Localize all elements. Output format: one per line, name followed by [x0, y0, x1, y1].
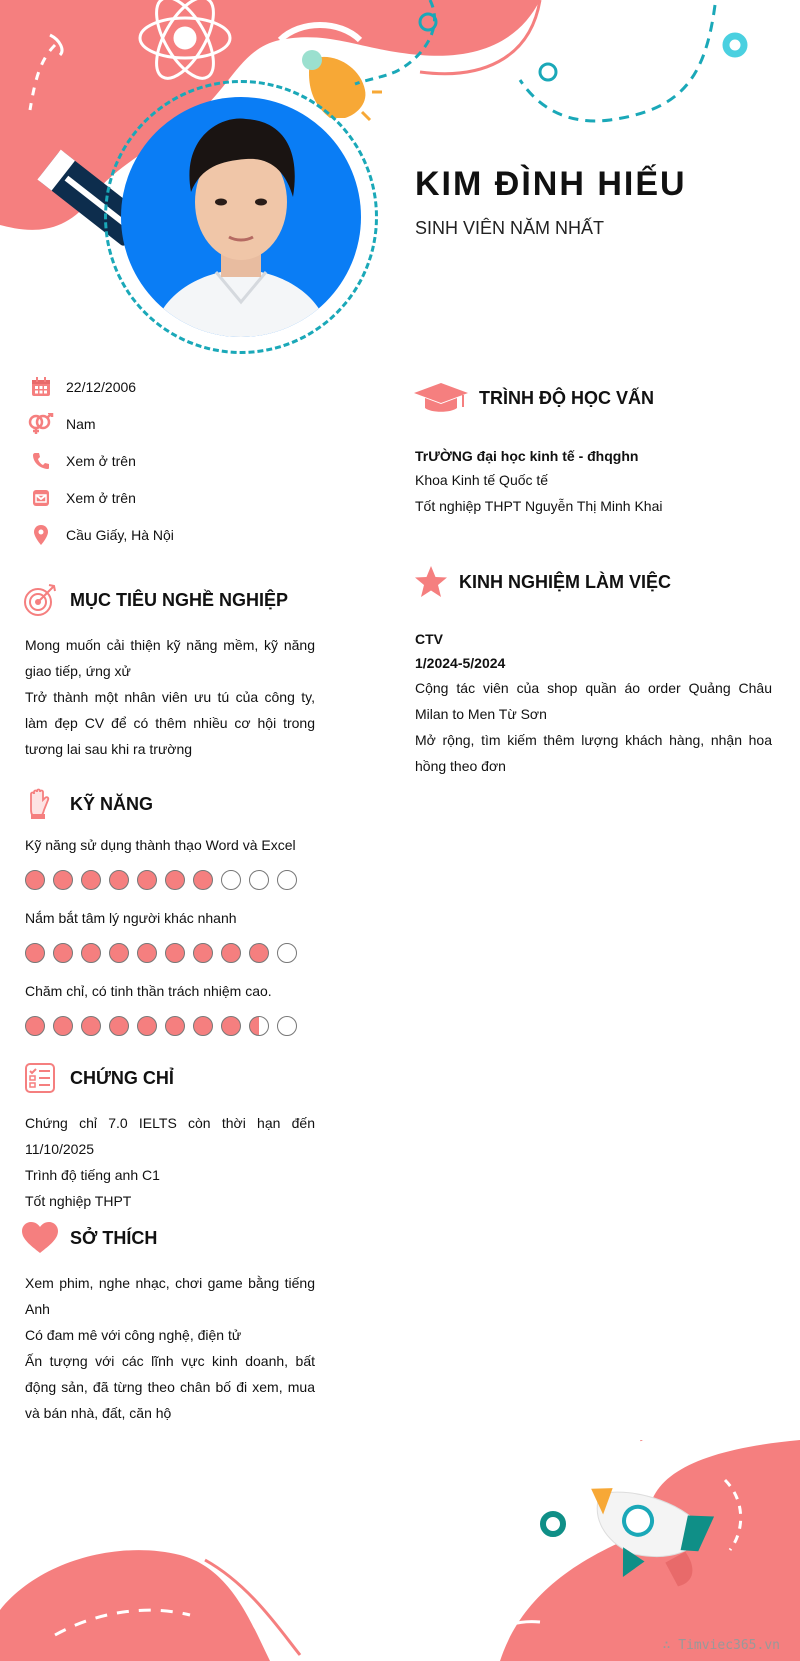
rating-dot — [81, 1016, 101, 1036]
star-icon — [413, 562, 449, 602]
section-title: MỤC TIÊU NGHỀ NGHIỆP — [70, 589, 289, 610]
gender-icon — [28, 411, 54, 437]
contact-phone — [28, 446, 136, 476]
target-icon — [20, 580, 60, 620]
phone-icon — [28, 448, 54, 474]
hand-icon — [20, 784, 60, 824]
rating-dot — [53, 1016, 73, 1036]
rating-dot — [109, 1016, 129, 1036]
objective-text — [25, 632, 315, 762]
contact-email — [28, 483, 136, 513]
rating-dot — [221, 1016, 241, 1036]
contact-text: 22/12/2006 — [66, 379, 137, 395]
certificate-line: Chứng chỉ 7.0 IELTS còn thời hạn đến 11/10/2025 — [25, 1115, 315, 1157]
rating-dot — [25, 943, 45, 963]
contact-text: Xem ở trên — [66, 453, 136, 469]
education-highschool: Tốt nghiệp THPT Nguyễn Thị Minh Khai — [415, 498, 663, 514]
rating-dot — [53, 870, 73, 890]
rating-dot — [193, 943, 213, 963]
heart-icon — [20, 1218, 60, 1258]
certificate-line: Tốt nghiệp THPT — [25, 1193, 132, 1209]
profile-photo — [121, 97, 361, 337]
contact-text: Cầu Giấy, Hà Nội — [66, 527, 174, 543]
skill-rating — [25, 1016, 305, 1036]
section-title: CHỨNG CHỈ — [70, 1067, 174, 1088]
experience-line: Mở rộng, tìm kiếm thêm lượng khách hàng, nhận hoa hồng theo đơn — [415, 732, 772, 774]
rating-dot — [165, 943, 185, 963]
rating-dot — [81, 870, 101, 890]
hobby-line: Xem phim, nghe nhạc, chơi game bằng tiếng Anh — [25, 1275, 315, 1317]
rating-dot — [81, 943, 101, 963]
hobby-line: Có đam mê với công nghệ, điện tử — [25, 1327, 242, 1343]
rating-dot — [193, 870, 213, 890]
skills-header — [20, 784, 153, 824]
location-pin-icon — [28, 522, 54, 548]
section-title: SỞ THÍCH — [70, 1227, 158, 1248]
watermark: ∴ Timviec365.vn — [662, 1638, 780, 1653]
objective-header — [20, 580, 288, 620]
calendar-icon — [28, 374, 54, 400]
rating-dot — [25, 1016, 45, 1036]
bottom-decoration — [0, 1440, 800, 1661]
rating-dot — [109, 870, 129, 890]
experience-period: 1/2024-5/2024 — [415, 655, 506, 671]
experience-position: CTV — [415, 631, 443, 647]
section-title: KINH NGHIỆM LÀM VIỆC — [459, 571, 672, 592]
experience-header — [413, 562, 671, 602]
candidate-role: SINH VIÊN NĂM NHẤT — [415, 218, 605, 238]
contact-birthdate — [28, 372, 136, 402]
skill-label: Nắm bắt tâm lý người khác nhanh — [25, 910, 237, 926]
experience-text — [415, 675, 772, 779]
avatar-frame — [104, 80, 378, 354]
skill-label: Chăm chỉ, có tinh thần trách nhiệm cao. — [25, 983, 272, 999]
rating-dot — [249, 870, 269, 890]
hobbies-header — [20, 1218, 157, 1258]
rating-dot — [25, 870, 45, 890]
rating-dot — [193, 1016, 213, 1036]
certificates-header — [20, 1058, 174, 1098]
skill-label: Kỹ năng sử dụng thành thạo Word và Excel — [25, 837, 296, 853]
rating-dot — [221, 943, 241, 963]
objective-line: Trở thành một nhân viên ưu tú của công ty, làm đẹp CV để có thêm nhiều cơ hội trong tương lai sau khi ra trường — [25, 689, 315, 757]
section-title: TRÌNH ĐỘ HỌC VẤN — [479, 387, 654, 408]
avatar — [121, 97, 361, 337]
section-title: KỸ NĂNG — [70, 793, 154, 814]
education-header — [413, 378, 654, 418]
rating-dot — [221, 870, 241, 890]
mail-icon — [28, 485, 54, 511]
hobbies-text — [25, 1270, 315, 1426]
rating-dot — [137, 870, 157, 890]
education-faculty: Khoa Kinh tế Quốc tế — [415, 472, 549, 488]
rating-dot — [109, 943, 129, 963]
rating-dot — [277, 870, 297, 890]
contact-text: Nam — [66, 416, 96, 432]
certificate-line: Trình độ tiếng anh C1 — [25, 1167, 160, 1183]
candidate-name: KIM ĐÌNH HIẾU — [415, 165, 687, 203]
checklist-icon — [20, 1058, 60, 1098]
skill-rating — [25, 943, 305, 963]
education-school: TrƯỜNG đại học kinh tế - đhqghn — [415, 448, 639, 464]
rating-dot — [249, 943, 269, 963]
skill-rating — [25, 870, 305, 890]
rating-dot — [277, 1016, 297, 1036]
graduation-cap-icon — [413, 378, 469, 418]
objective-line: Mong muốn cải thiện kỹ năng mềm, kỹ năng giao tiếp, ứng xử — [25, 637, 315, 679]
rating-dot — [137, 943, 157, 963]
experience-line: Cộng tác viên của shop quần áo order Quảng Châu Milan to Men Từ Sơn — [415, 680, 772, 722]
rating-dot — [137, 1016, 157, 1036]
contact-text: Xem ở trên — [66, 490, 136, 506]
hobby-line: Ấn tượng với các lĩnh vực kinh doanh, bất động sản, đã từng theo chân bố đi xem, mua và bán nhà, đất, căn hộ — [25, 1353, 315, 1421]
rating-dot — [53, 943, 73, 963]
rating-dot — [165, 870, 185, 890]
rating-dot — [249, 1016, 269, 1036]
contact-gender — [28, 409, 96, 439]
contact-location — [28, 520, 174, 550]
rating-dot — [165, 1016, 185, 1036]
certificates-text — [25, 1110, 315, 1214]
rating-dot — [277, 943, 297, 963]
